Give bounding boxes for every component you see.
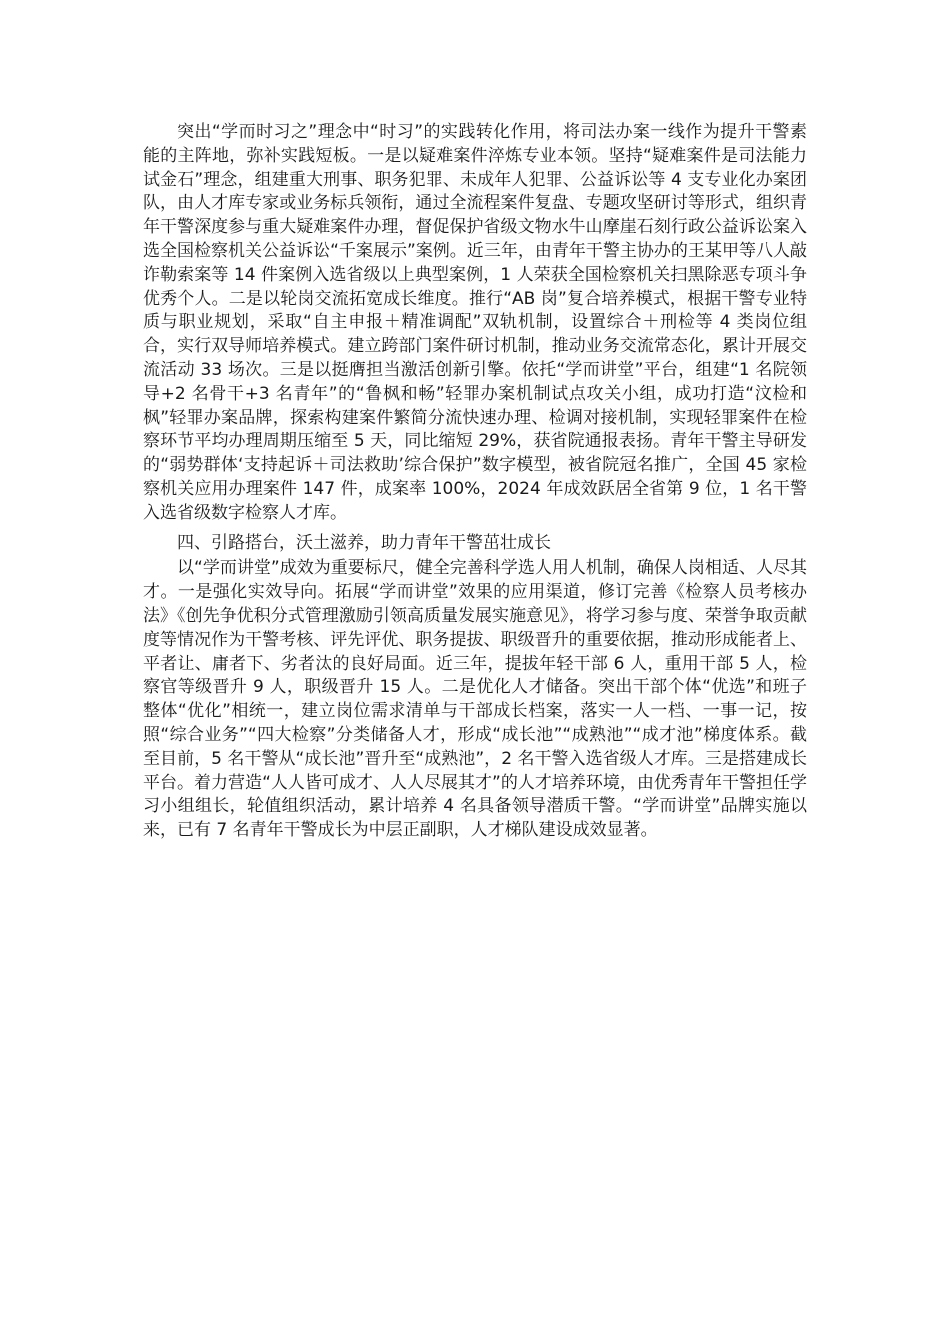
paragraph-practice: 突出“学而时习之”理念中“时习”的实践转化作用，将司法办案一线作为提升干警素能的主阵地，弥补实践短板。一是以疑难案件淬炼专业本领。坚持“疑难案件是司法能力试金石”理念，组建重大刑事、职务犯罪、未成年人犯罪、公益诉讼等 4 支专业化办案团队，由人才库专家或业务标兵领衔，通过全流程案件复盘、专题攻坚研讨等形式，组织青年干警深度参与重大疑难案件办理，督促保护省级文物水牛山摩崖石刻行政公益诉讼案入选全国检察机关公益诉讼“千案展示”案例。近三年，由青年干警主协办的王某甲等八人敲诈勒索案等 14 件案例入选省级以上典型案例，1 人荣获全国检察机关扫黑除恶专项斗争优秀个人。二是以轮岗交流拓宽成长维度。推行“AB 岗”复合培养模式，根据干警专业特质与职业规划，采取“自主申报＋精准调配”双轨机制，设置综合＋刑检等 4 类岗位组合，实行双导师培养模式。建立跨部门案件研讨机制，推动业务交流常态化，累计开展交流活动 33 场次。三是以挺膺担当激活创新引擎。依托“学而讲堂”平台，组建“1 名院领导+2 名骨干+3 名青年”的“鲁枫和畅”轻罪办案机制试点攻关小组，成功打造“汶检和枫”轻罪办案品牌，探索构建案件繁简分流快速办理、检调对接机制，实现轻罪案件在检察环节平均办理周期压缩至 5 天，同比缩短 29%，获省院通报表扬。青年干警主导研发的“弱势群体‘支持起诉＋司法救助’综合保护”数字模型，被省院冠名推广，全国 45 家检察机关应用办理案件 147 件，成案率 100%，2024 年成效跃居全省第 9 位，1 名干警入选省级数字检察人才库。	[143, 122, 807, 523]
section-heading: 四、引路搭台，沃土滋养，助力青年干警茁壮成长	[177, 532, 551, 553]
paragraph-talent: 以“学而讲堂”成效为重要标尺，健全完善科学选人用人机制，确保人岗相适、人尽其才。一是强化实效导向。拓展“学而讲堂”效果的应用渠道，修订完善《检察人员考核办法》《创先争优积分式管理激励引领高质量发展实施意见》，将学习参与度、荣誉争取贡献度等情况作为干警考核、评先评优、职务提拔、职级晋升的重要依据，推动形成能者上、平者让、庸者下、劣者汰的良好局面。近三年，提拔年轻干部 6 人，重用干部 5 人，检察官等级晋升 9 人，职级晋升 15 人。二是优化人才储备。突出干部个体“优选”和班子整体“优化”相统一，建立岗位需求清单与干部成长档案，落实一人一档、一事一记，按照“综合业务”“四大检察”分类储备人才，形成“成长池”“成熟池”“成才池”梯度体系。截至目前，5 名干警从“成长池”晋升至“成熟池”，2 名干警入选省级人才库。三是搭建成长平台。着力营造“人人皆可成才、人人尽展其才”的人才培养环境，由优秀青年干警担任学习小组组长，轮值组织活动，累计培养 4 名具备领导潜质干警。“学而讲堂”品牌实施以来，已有 7 名青年干警成长为中层正副职，人才梯队建设成效显著。	[143, 558, 807, 841]
document-body	[143, 121, 807, 843]
